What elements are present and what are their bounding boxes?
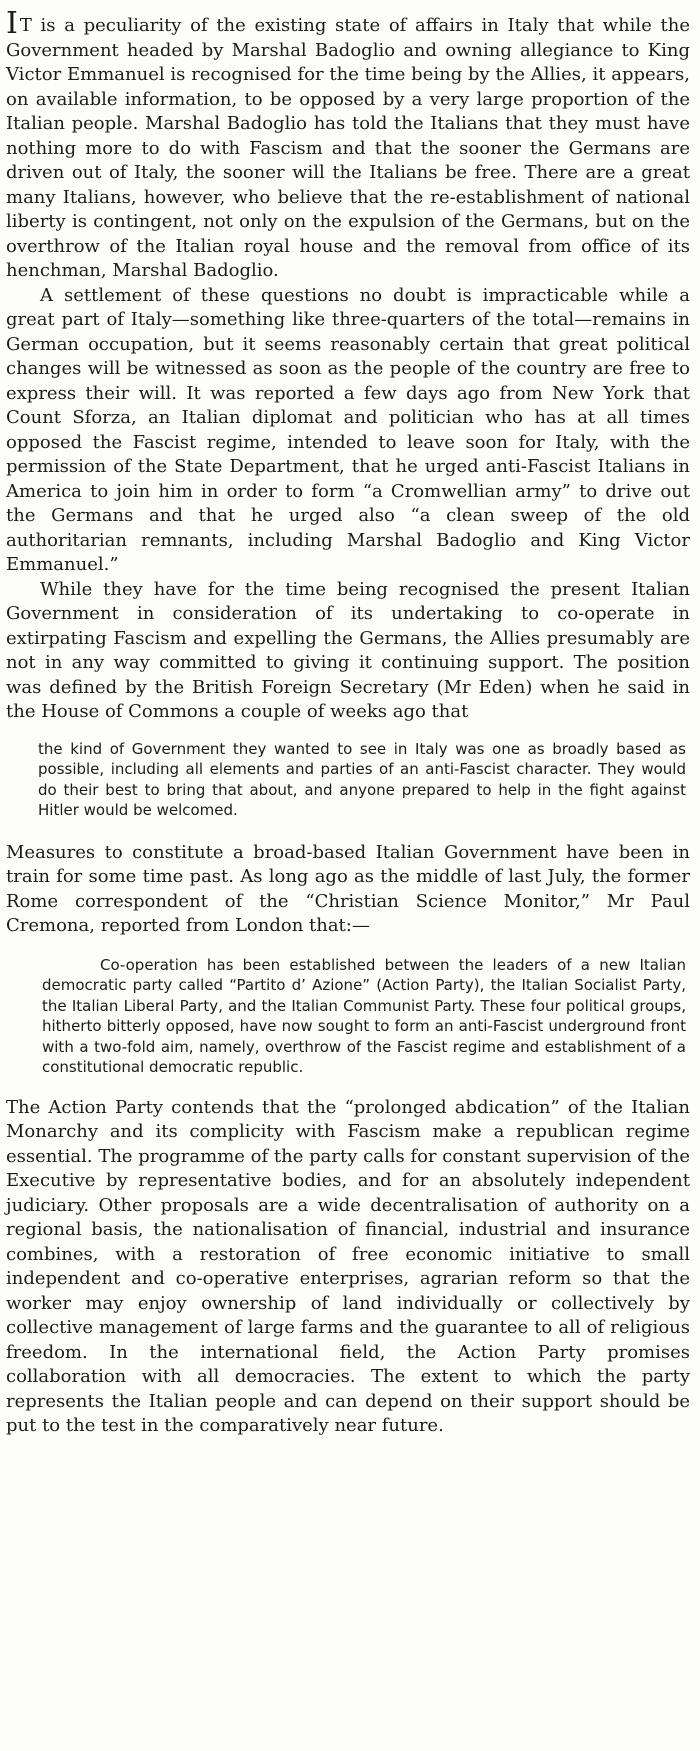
- paragraph-1: [6, 6, 690, 284]
- paragraph-2: A settlement of these questions no doubt is impracticable while a great part of Italy—something like three-quarters of the total—remains in German occupation, but it seems reasonably certain that great political changes will be witnessed as soon as the people of the country are free to express their will. It was reported a few days ago from New York that Count Sforza, an Italian diplomat and politician who has at all times opposed the Fascist regime, intended to leave soon for Italy, with the permission of the State Department, that he urged anti-Fascist Italians in America to join him in order to form “a Cromwellian army” to drive out the Germans and that he urged also “a clean sweep of the old authoritarian remnants, including Marshal Badoglio and King Victor Emmanuel.”: [6, 284, 690, 575]
- drop-cap: I: [6, 6, 18, 41]
- paragraph-4: Measures to constitute a broad-based Italian Government have been in train for some time past. As long ago as the middle of last July, the former Rome correspondent of the “Christian Science Monitor,” Mr Paul Cremona, reported from London that:—: [6, 841, 690, 936]
- paragraph-5: The Action Party contends that the “prolonged abdication” of the Italian Monarchy and its complicity with Fascism make a republican regime essential. The programme of the party calls for constant supervision of the Executive by representative bodies, and for an absolutely independent judiciary. Other proposals are a wide decentralisation of authority on a regional basis, the nationalisation of financial, industrial and insurance combines, with a restoration of free economic initiative to small independent and co-operative enterprises, agrarian reform so that the worker may enjoy ownership of land individually or collectively by collective management of large farms and the guarantee to all of religious freedom. In the international field, the Action Party promises collaboration with all democracies. The extent to which the party represents the Italian people and can depend on their support should be put to the test in the comparatively near future.: [6, 1096, 690, 1436]
- paragraph-3: While they have for the time being recognised the present Italian Government in consideration of its undertaking to co-operate in extirpating Fascism and expelling the Germans, the Allies presumably are not in any way committed to giving it continuing support. The position was defined by the British Foreign Secretary (Mr Eden) when he said in the House of Commons a couple of weeks ago that: [6, 578, 690, 722]
- cremona-quotation: Co-operation has been established between the leaders of a new Italian democratic party called “Partito d’ Azione” (Action Party), the Italian Socialist Party, the Italian Liberal Party, and the Italian Communist Party. These four political groups, hitherto bitterly opposed, have now sought to form an anti-Fascist underground front with a two-fold aim, namely, overthrow of the Fascist regime and establishment of a constitutional democratic republic.: [42, 955, 686, 1076]
- paragraph-1-text: T is a peculiarity of the existing state of affairs in Italy that while the Government headed by Marshal Badoglio and owning allegiance to King Victor Emmanuel is recognised for the time being by the Allies, it appears, on available information, to be opposed by a very large proportion of the Italian people. Marshal Badoglio has told the Italians that they must have nothing more to do with Fascism and that the sooner the Germans are driven out of Italy, the sooner will the Italians be free. There are a great many Italians, however, who believe that the re-establishment of national liberty is contingent, not only on the expulsion of the Germans, but on the overthrow of the Italian royal house and the removal from office of its henchman, Marshal Badoglio.: [6, 15, 690, 281]
- eden-quotation: the kind of Government they wanted to see in Italy was one as broadly based as possible, including all elements and parties of an anti-Fascist character. They would do their best to bring that about, and anyone prepared to help in the fight against Hitler would be welcomed.: [38, 739, 686, 819]
